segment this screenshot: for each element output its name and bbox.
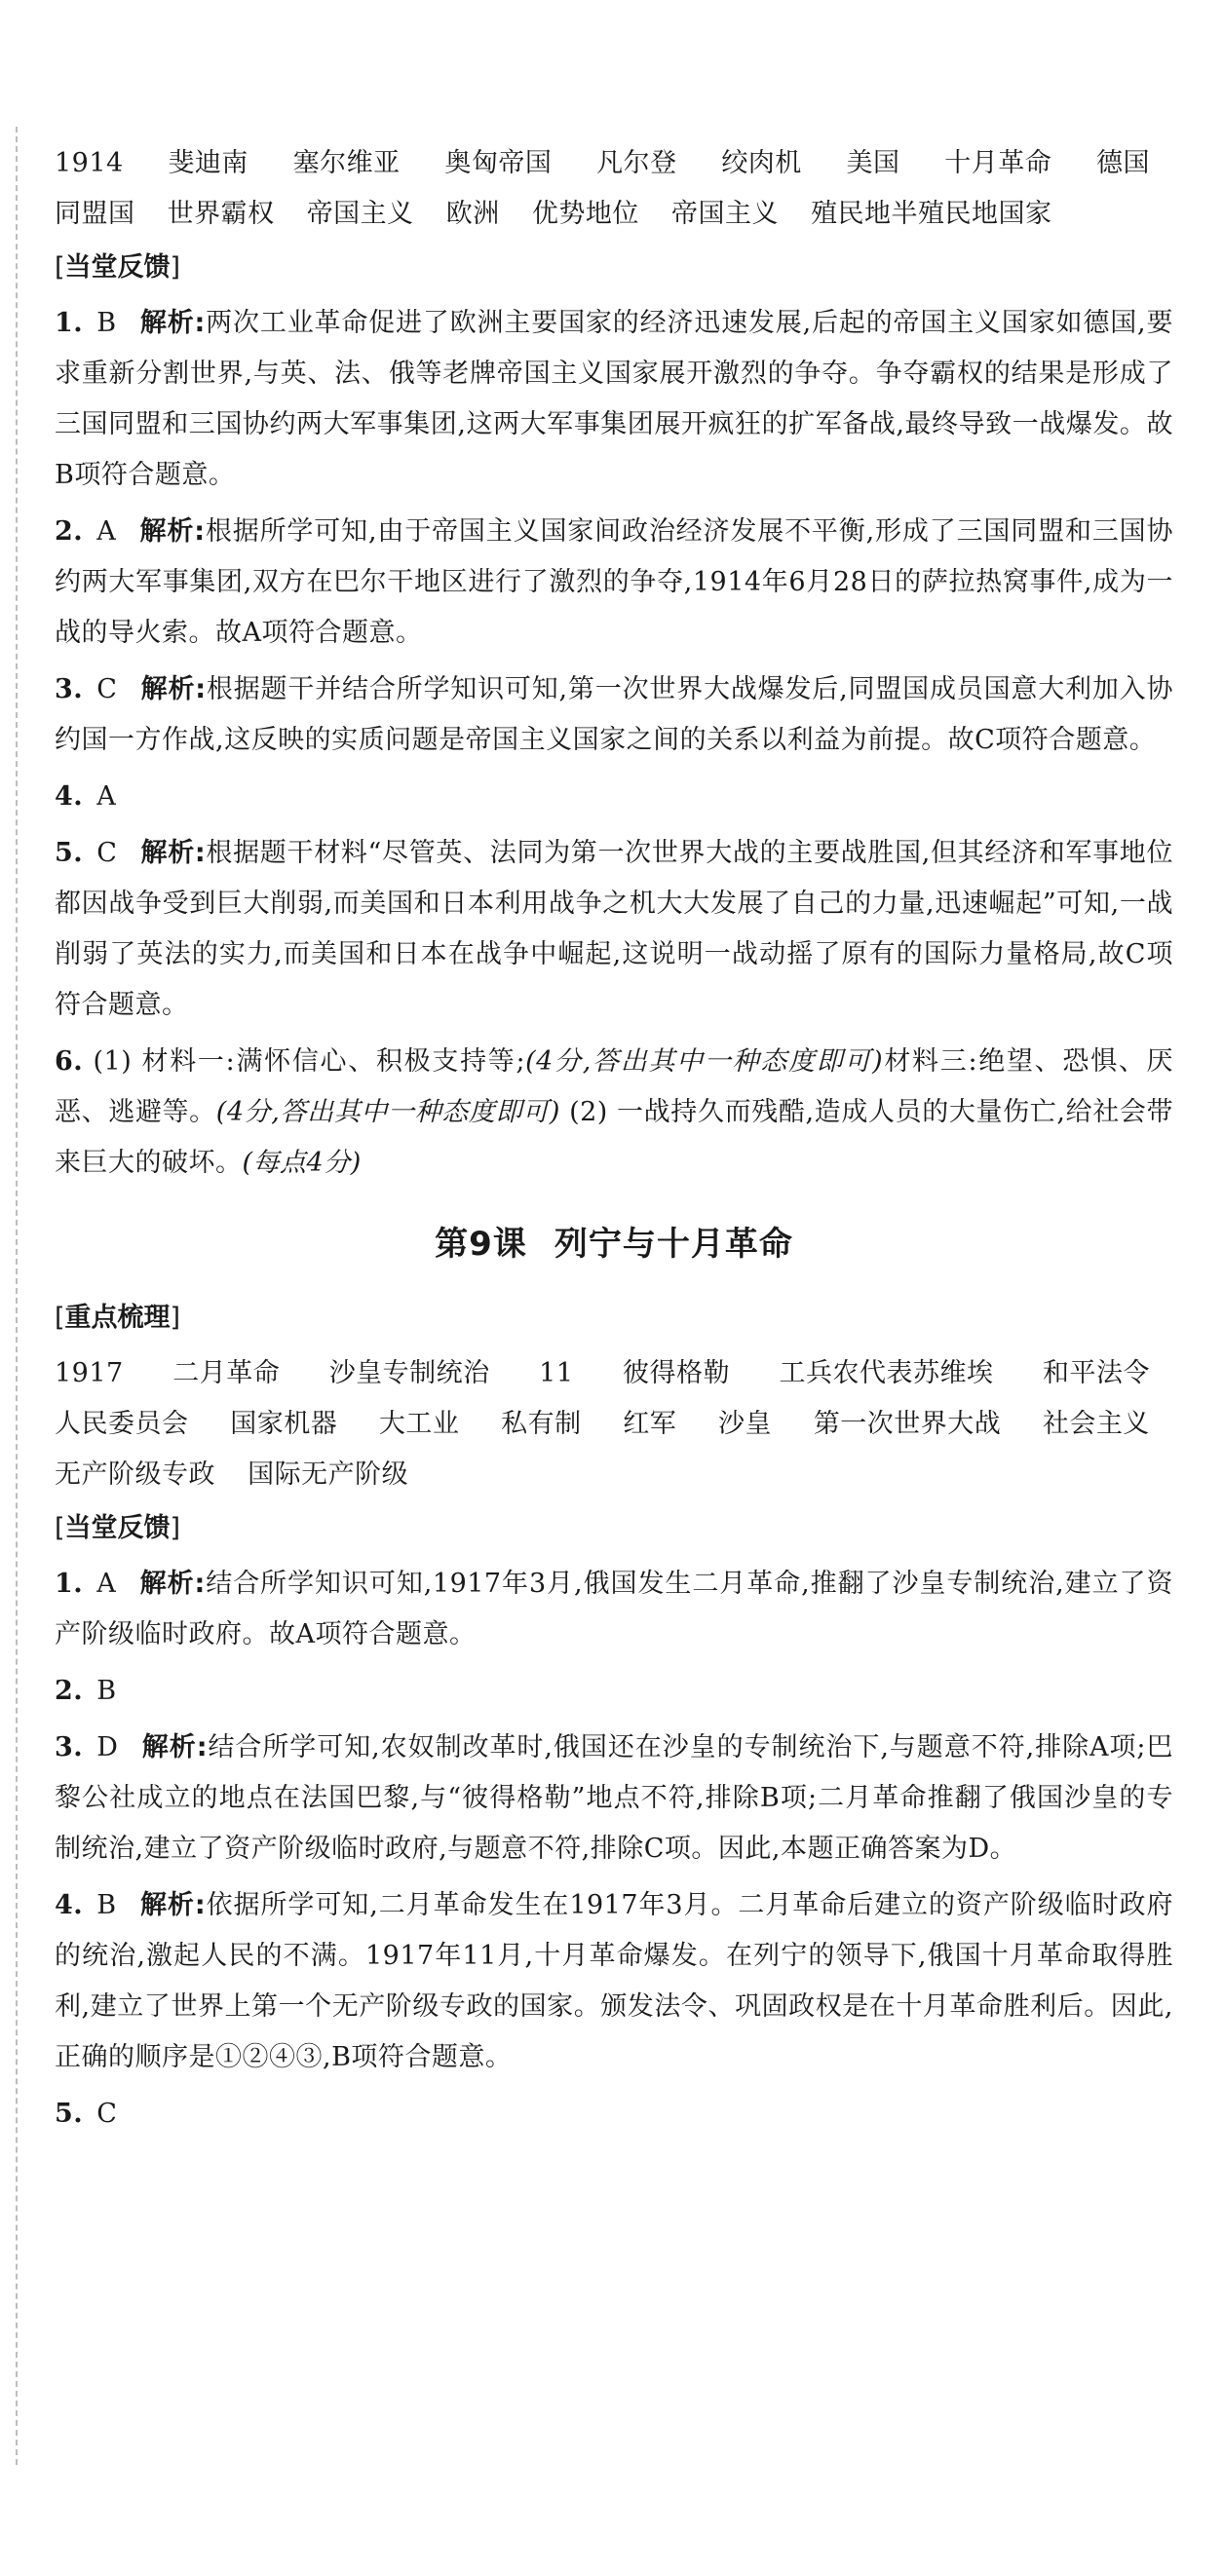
keyword: 塞尔维亚 — [292, 148, 401, 178]
keyword: 第一次世界大战 — [813, 1409, 1002, 1439]
page-content — [55, 138, 1173, 2145]
dashed-binding-line — [16, 127, 18, 2465]
keyword: 十月革命 — [944, 148, 1052, 178]
keyword: 美国 — [846, 148, 900, 178]
answer-item: 1. B 解析:两次工业革命促进了欧洲主要国家的经济迅速发展,后起的帝国主义国家如德国,要求重新分割世界,与英、法、俄等老牌帝国主义国家展开激烈的争夺。争夺霸权的结果是形成了三国同盟和三国协约两大军事集团,这两大军事集团展开疯狂的扩军备战,最终导致一战爆发。故B项符合题意。 — [55, 308, 1173, 490]
lesson-name: 列宁与十月革命 — [554, 1225, 793, 1264]
keyword: 殖民地半殖民地国家 — [811, 199, 1052, 229]
keyword: 同盟国 — [55, 199, 135, 229]
keyword: 沙皇 — [718, 1409, 773, 1439]
answer-item: 2. A 解析:根据所学可知,由于帝国主义国家间政治经济发展不平衡,形成了三国同盟和三国协约两大军事集团,双方在巴尔干地区进行了激烈的争夺,1914年6月28日的萨拉热窝事件,成为一战的导火索。故A项符合题意。 — [55, 516, 1173, 648]
keyword: 国家机器 — [230, 1409, 338, 1439]
keyword: 11 — [539, 1358, 574, 1388]
keyword: 彼得格勒 — [623, 1358, 731, 1388]
keyword: 1917 — [55, 1358, 124, 1388]
keyword: 二月革命 — [172, 1358, 281, 1388]
answer-item: 5. C 解析:根据题干材料“尽管英、法同为第一次世界大战的主要战胜国,但其经济和军事地位都因战争受到巨大削弱,而美国和日本利用战争之机大大发展了自己的力量,迅速崛起”可知,一战削弱了英法的实力,而美国和日本在战争中崛起,这说明一战动摇了原有的国际力量格局,故C项符合题意。 — [55, 838, 1173, 1020]
lesson-title — [55, 1210, 1173, 1278]
answer-item: 4. B 解析:依据所学可知,二月革命发生在1917年3月。二月革命后建立的资产阶级临时政府的统治,激起人民的不满。1917年11月,十月革命爆发。在列宁的领导下,俄国十月革命取得胜利,建立了世界上第一个无产阶级专政的国家。颁发法令、巩固政权是在十月革命胜利后。因此,正确的顺序是①②④③,B项符合题意。 — [55, 1890, 1173, 2072]
answer-item: 5. C — [55, 2099, 118, 2129]
keyword: 人民委员会 — [55, 1409, 189, 1439]
top-keywords — [55, 138, 1173, 240]
answer-item-6: 6. (1) 材料一:满怀信心、积极支持等;(4分,答出其中一种态度即可)材料三:绝望、恐惧、厌恶、逃避等。(4分,答出其中一种态度即可) (2) 一战持久而残酷,造成人员的大量伤亡,给社会带来巨大的破坏。(每点4分) — [55, 1046, 1173, 1178]
answer-item: 4. A — [55, 781, 117, 812]
keyword: 优势地位 — [531, 199, 639, 229]
section-tag-feedback: [当堂反馈] — [55, 252, 181, 283]
answer-item: 1. A 解析:结合所学知识可知,1917年3月,俄国发生二月革命,推翻了沙皇专制统治,建立了资产阶级临时政府。故A项符合题意。 — [55, 1569, 1173, 1649]
keyword: 沙皇专制统治 — [328, 1358, 490, 1388]
keyword: 无产阶级专政 — [55, 1459, 215, 1490]
keyword: 德国 — [1095, 148, 1150, 178]
answer-item: 2. B — [55, 1676, 117, 1706]
keyword: 绞肉机 — [721, 148, 802, 178]
keyword: 国际无产阶级 — [248, 1459, 409, 1490]
lesson-number: 第9课 — [435, 1225, 527, 1264]
keyword: 红军 — [623, 1409, 677, 1439]
section-tag-feedback-2: [当堂反馈] — [55, 1513, 181, 1543]
keyword: 1914 — [55, 148, 124, 178]
keyword: 大工业 — [378, 1409, 460, 1439]
keyword: 斐迪南 — [168, 148, 248, 178]
keyword: 和平法令 — [1042, 1358, 1150, 1388]
keyword: 欧洲 — [445, 199, 500, 229]
keyword: 帝国主义 — [670, 199, 779, 229]
keyword: 帝国主义 — [306, 199, 414, 229]
answer-item: 3. D 解析:结合所学可知,农奴制改革时,俄国还在沙皇的专制统治下,与题意不符,排除A项;巴黎公社成立的地点在法国巴黎,与“彼得格勒”地点不符,排除B项;二月革命推翻了俄国沙皇的专制统治,建立了资产阶级临时政府,与题意不符,排除C项。因此,本题正确答案为D。 — [55, 1732, 1173, 1864]
section-tag-key-points: [重点梳理] — [55, 1303, 181, 1333]
keyword: 奥匈帝国 — [444, 148, 553, 178]
keyword: 社会主义 — [1042, 1409, 1150, 1439]
lesson-keywords — [55, 1348, 1173, 1500]
keyword: 世界霸权 — [167, 199, 275, 229]
keyword: 私有制 — [501, 1409, 582, 1439]
keyword: 凡尔登 — [596, 148, 677, 178]
keyword: 工兵农代表苏维埃 — [779, 1358, 994, 1388]
answer-item: 3. C 解析:根据题干并结合所学知识可知,第一次世界大战爆发后,同盟国成员国意大利加入协约国一方作战,这反映的实质问题是帝国主义国家之间的关系以利益为前提。故C项符合题意。 — [55, 674, 1173, 755]
